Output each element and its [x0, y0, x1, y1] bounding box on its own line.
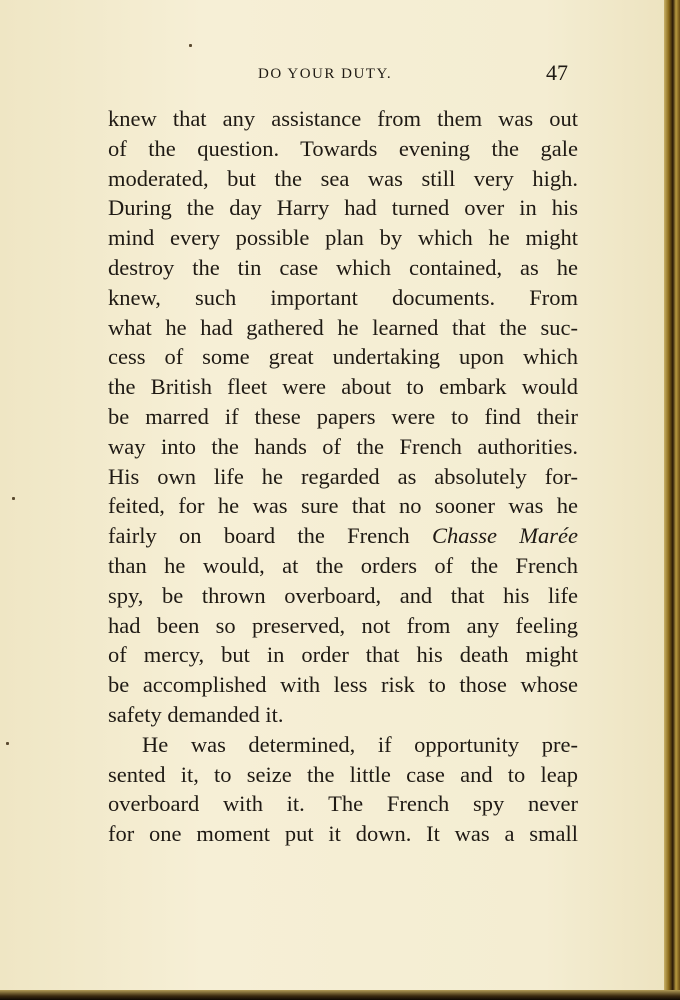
text-line: sented it, to seize the little case and to leap	[108, 761, 578, 787]
text-line: spy, be thrown overboard, and that his life	[108, 582, 578, 608]
text-line: than he would, at the orders of the French	[108, 552, 578, 578]
text-line: knew that any assistance from them was out	[108, 106, 578, 131]
page-header	[0, 62, 680, 86]
text-line: moderated, but the sea was still very high.	[108, 165, 578, 191]
text-line: what he had gathered he learned that the suc-	[108, 314, 578, 340]
text-line: of the question. Towards evening the gale	[108, 135, 578, 161]
text-line: of mercy, but in order that his death might	[108, 642, 578, 668]
body-text	[108, 104, 578, 849]
page-speck	[189, 44, 192, 47]
text-line: the British fleet were about to embark would	[108, 374, 578, 400]
text-line: knew, such important documents. From	[108, 284, 578, 310]
text-run: fairly on board the French	[108, 523, 432, 549]
text-line: cess of some great undertaking upon which	[108, 344, 578, 370]
text-line: During the day Harry had turned over in his	[108, 195, 578, 221]
text-line-with-italic	[108, 521, 578, 551]
text-line: destroy the tin case which contained, as he	[108, 254, 578, 280]
page-number: 47	[546, 60, 568, 85]
text-line: way into the hands of the French authorities.	[108, 433, 578, 459]
italic-ship-name: Chasse Marée	[431, 523, 579, 549]
text-line: overboard with it. The French spy never	[108, 791, 578, 817]
text-line: His own life he regarded as absolutely for-	[108, 463, 578, 489]
text-line: be accomplished with less risk to those whose	[108, 672, 578, 698]
text-line-paragraph-start: He was determined, if opportunity pre-	[142, 731, 578, 757]
text-line: for one moment put it down. It was a small	[108, 821, 578, 847]
page-speck	[6, 742, 9, 745]
book-edge-right	[664, 0, 680, 1000]
text-line-paragraph-end: safety demanded it.	[108, 701, 284, 727]
running-head: DO YOUR DUTY.	[258, 66, 393, 82]
book-edge-bottom	[0, 990, 680, 1000]
text-line: mind every possible plan by which he might	[108, 225, 578, 251]
text-line: had been so preserved, not from any feeling	[108, 612, 578, 638]
text-line: feited, for he was sure that no sooner was he	[108, 493, 578, 519]
text-line: be marred if these papers were to find their	[108, 403, 578, 429]
page-speck	[12, 497, 15, 500]
